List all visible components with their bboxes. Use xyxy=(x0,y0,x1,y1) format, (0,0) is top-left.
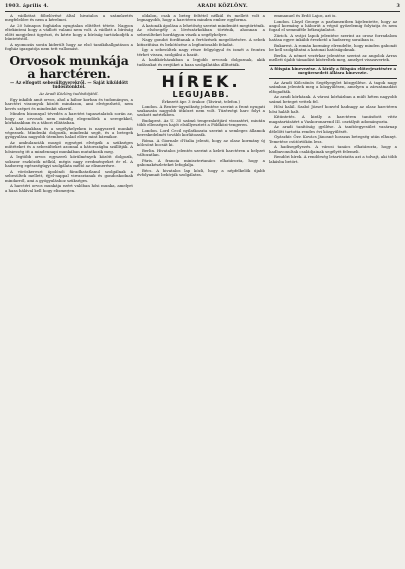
paragraph: emmanuel és Erdő Lajos, azt is. xyxy=(274,14,337,18)
paragraph: A vöröskereszt ápolónői fáradhatatlanul szolgálnak a sebesültek mellett, éjjel-nappal virrasztanak és gondoskodnak mindarról, ami a gyógyuláshoz szükséges. xyxy=(5,168,133,183)
column-2 xyxy=(137,14,265,566)
paragraph: Az Aradi Kölcsönös Segélyegylet közgyűlése. A tagok nagy számban jelentek meg a közgyűlésen, amelyen a zárszámadást elfogadták. xyxy=(269,79,397,94)
article-byline: Az Aradi Közlöny tudósítójától. xyxy=(39,91,99,97)
page-header xyxy=(5,3,400,12)
paragraph: Minden bizonnyal tévedés a harctéri tapasztalatok során az, hogy az orvosok nem mindig elegendőek a seregekkel, kórházakban és a tábori ellátásban. xyxy=(5,111,133,125)
column-3-news xyxy=(269,14,397,63)
paragraph: Egy inkább amit orvos, ahol a hábor korban és tudományos, a harctéri viszonyok között mindazon, ami elvégezhető, nem kevés szépet és mindenkit sikerül. xyxy=(5,96,133,111)
paragraph: Berlin. A német vezérkar jelentése szerint az angolok Arras mellett újabb támadást kíséreltek meg, amelyet visszavertek. xyxy=(269,53,397,63)
paragraph: A katonák ápolása a lehetőség szerint mindenütt megtörténik. Az elsősegély a lövészárkokban történik, ahonnan a sebesülteket hordágyon viszik a segélyhelyre. xyxy=(137,23,265,37)
paragraph: Az 20 hónapos fogházba nyugtalan elítéltet tétete. Nagyon eltekinteni hogy a vádlott valami nem volt. A vádlott a bíróság előtt megjelent ügyészt, és kérte hogy a bíróság tartózkodjék a büntetéstől. xyxy=(5,23,133,42)
section-divider xyxy=(157,69,245,70)
paragraph: Bécs. A hivatalos lap közli, hogy a népfelkelők újabb évfolyamait behívják szolgálatra. xyxy=(137,168,265,178)
paragraph: A kórházakban és a segélyhelyeken is nagyszerű munkát végeznek. Mindenki dolgozik, mindenki segít, és a betegek gyógyulása nagyobb ütemben halad előre mint bármikor. xyxy=(5,125,133,140)
paragraph: Hősi halál. Szabó József honvéd hadnagy az olasz harctéren hősi halált halt. xyxy=(269,104,397,114)
paragraph: Bukarest. A román kormány elrendelte, hogy minden gabonát be kell szolgáltatni a katonai hatóságoknak. xyxy=(269,43,397,53)
paragraph: A nyomozás során kiderült hogy az első tanúkihallgatáson a fogház igazgatója nem tett vallomást. xyxy=(5,41,133,52)
paragraph: Az aradi kórházak. A városi kórházban a múlt héten nagyobb számú beteget vettek fel. xyxy=(269,94,397,104)
notice-box xyxy=(269,65,397,79)
paragraph: A vádlottat főbelövésé által hivatalos a száműzetés megfelelőre és nem a kérelmei. xyxy=(5,14,133,23)
paragraph: A harctéri orvos munkája ezért valóban hősi munka, amelyet a haza hálával kell hogy elismerjen. xyxy=(5,183,133,193)
paragraph: Zürich. A svájci lapok jelentése szerint az orosz forradalom hatása egyre inkább érezhető a hadsereg soraiban is. xyxy=(269,33,397,43)
paragraph: London. Lloyd George a parlamentben kijelentette, hogy az angol kormány a háborút a végső győzelemig folytatja és nem fogad el semmiféle békeajánlatot. xyxy=(269,18,397,33)
notice-text: A főispán kinevezése. A király a főispán előterjesztésére a megüresedett állásra kinevezte. xyxy=(270,65,396,76)
paragraph: Az ambulanciák mozgó egységei elvégzik a szükséges műtéteket és a sebesülteket azonnal a hátországba szállítják. A hősiesség itt a mindennapi munkában mutatkozik meg. xyxy=(5,139,133,154)
news-section-note: Érkezett ápr. 3 órakor. (Távirat, telefon.) xyxy=(162,99,240,105)
paragraph: Így a sebesültek nagy része felgyógyul és ismét a frontra térhet vissza, szolgálni a hazát. xyxy=(137,47,265,57)
paragraph: Az aradi tanítóság gyűlése. A tanítóegyesület vasárnap délelőtt tartotta rendes évi közgyűlését. xyxy=(269,124,397,134)
header-date: 1903. április 4. xyxy=(5,3,49,9)
paragraph: Páris. A francia minisztertanács elhatározta, hogy a gabonakészleteket lefoglalja. xyxy=(137,158,265,168)
news-section-title: HÍREK. xyxy=(161,72,241,92)
paragraph: A hadisegélyezés. A városi tanács elhatározta, hogy a hadbavonultak családjainak segélyét felemeli. xyxy=(269,144,397,154)
header-masthead: ARADI KÖZLÖNY. xyxy=(197,3,248,9)
paragraph: A hadikórházakban a legjobb orvosok dolgoznak, akik tudásukat és erejüket a haza szolgálatába állították. xyxy=(137,57,265,67)
column-1-intro xyxy=(5,14,133,52)
paragraph: Gyászhír. Özv. Kovács Jánosné hosszas betegség után elhunyt. Temetése csütörtökön lesz. xyxy=(269,134,397,144)
column-1 xyxy=(5,14,133,566)
paragraph: London. Lord Cecil nyilatkozata szerint a semleges államok kereskedelmét tovább korlátozzák. xyxy=(137,128,265,138)
paragraph: Nagy gondot fordítanak a fertőzések megelőzésére. A sebek kitisztítása és bekötözése a legfontosabb feladat. xyxy=(137,37,265,47)
paragraph: A legtöbb orvos egyszerű körülmények között dolgozik, sokszor eszközök nélkül, mégis nagy eredményeket ér el. A hadsereg egészségügyi szolgálata méltó az elismerésre. xyxy=(5,154,133,169)
article-subtitle: — Az elfogott sebesültgyerekről. — Saját kiküldött tudósítónktól. xyxy=(9,79,129,90)
column-3 xyxy=(269,14,397,566)
paragraph: Róma. A Giornale d'Italia jelenti, hogy az olasz kormány új kölcsönt bocsát ki. xyxy=(137,138,265,148)
news-section-subtitle: LEGUJABB. xyxy=(172,90,230,100)
paragraph: Kitüntetés. A király a harctéren tanúsított vitéz magatartásáért a Vaskoronarend III. osztályát adományozta. xyxy=(269,114,397,124)
column-2-continuation xyxy=(137,14,265,67)
news-list xyxy=(137,105,265,178)
paragraph: Rendőri hírek. A rendőrség letartóztatta azt a tolvajt, aki több lakásba betört. xyxy=(269,154,397,164)
paragraph: Berlin. Hivatalos jelentés szerint a keleti harctéren a helyzet változatlan. xyxy=(137,148,265,158)
article-body xyxy=(5,98,133,193)
paragraph: Budapest. Az U. 35 számú tengeralattjáró visszatért, miután több ellenséges hajót elsüllyesztett a Földközi-tengeren. xyxy=(137,118,265,128)
paragraph: London. A Reuter-ügynökség jelentése szerint a front nyugati szakaszán nagyobb ütközet nem volt. Tüzérségi harc folyt a szokott mértékben. xyxy=(137,103,265,118)
paragraph: oldalon, csak a beteg feltétel nélkül és mellett volt a legnagyobb, hogy a harctéren minden ember egyforma. xyxy=(137,14,265,23)
header-page-number: 3 xyxy=(396,3,400,9)
local-news-list xyxy=(269,81,397,164)
article-title: Orvosok munkája a harctéren. xyxy=(9,52,129,81)
